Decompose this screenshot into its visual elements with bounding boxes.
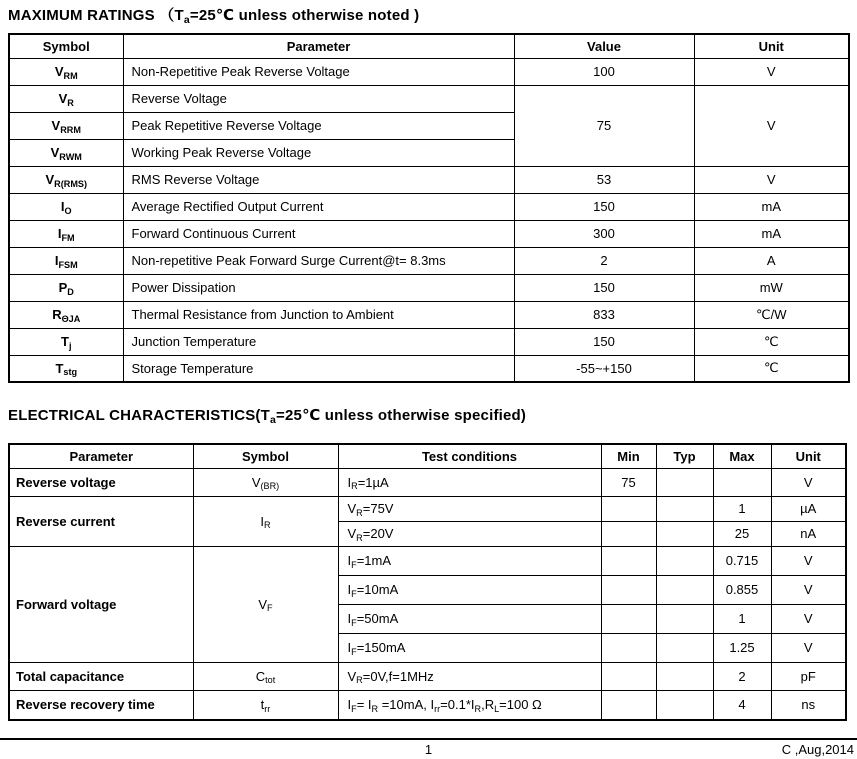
cell-unit: V [771,604,846,633]
cell-test: $I_F=1mA$ [338,546,601,575]
cell-unit: ns [771,690,846,720]
cell-sym1: $V_{RWM}$ [9,139,123,166]
cell-val: -55~+150 [514,355,694,382]
column-header-param2: Parameter [9,444,193,468]
table-row [9,690,846,720]
cell-unit: ℃ [694,355,849,382]
electrical-characteristics-table [8,443,847,721]
column-header-test: Test conditions [338,444,601,468]
column-header-num: Max [713,444,771,468]
cell-sym2: $V_F$ [193,546,338,662]
cell-sym1: $R_{\Theta JA}$ [9,301,123,328]
cell-param2: Reverse voltage [9,468,193,496]
cell-num [601,690,656,720]
cell-unit: ℃/W [694,301,849,328]
cell-param2: Total capacitance [9,662,193,690]
table-row [9,220,849,247]
column-header-num: Min [601,444,656,468]
table-row [9,355,849,382]
cell-num [656,575,713,604]
cell-unit: V [771,546,846,575]
cell-sym1: $I_{FM}$ [9,220,123,247]
cell-param2: Reverse current [9,496,193,546]
cell-num [601,496,656,521]
cell-unit: nA [771,521,846,546]
cell-sym2: $I_R$ [193,496,338,546]
cell-sym1: $P_D$ [9,274,123,301]
cell-sym1: $V_{RM}$ [9,58,123,85]
column-header-num: Typ [656,444,713,468]
cell-test: $V_R=20V$ [338,521,601,546]
cell-val: 150 [514,193,694,220]
cell-val: 53 [514,166,694,193]
cell-num [656,496,713,521]
cell-num [656,633,713,662]
cell-unit: V [694,85,849,166]
cell-param1: Reverse Voltage [123,85,514,112]
cell-test: $V_R=75V$ [338,496,601,521]
cell-param1: Forward Continuous Current [123,220,514,247]
cell-val: 833 [514,301,694,328]
cell-unit: mA [694,220,849,247]
cell-unit: ℃ [694,328,849,355]
cell-param1: Power Dissipation [123,274,514,301]
cell-num [656,690,713,720]
page-footer [0,738,857,759]
cell-num [601,575,656,604]
cell-test: $I_F=50mA$ [338,604,601,633]
table-row [9,301,849,328]
cell-val: 75 [514,85,694,166]
cell-test: $I_F=150mA$ [338,633,601,662]
cell-num: 2 [713,662,771,690]
cell-sym1: $I_{FSM}$ [9,247,123,274]
cell-num [656,546,713,575]
cell-num [601,604,656,633]
cell-num: 1 [713,604,771,633]
header-row [9,444,846,468]
maximum-ratings-table [8,33,850,383]
table-row [9,166,849,193]
cell-num: 1 [713,496,771,521]
cell-num: 25 [713,521,771,546]
table-row [9,468,846,496]
cell-unit: V [771,633,846,662]
cell-val: 150 [514,274,694,301]
cell-num [656,662,713,690]
cell-unit: A [694,247,849,274]
cell-num [656,521,713,546]
cell-param1: Storage Temperature [123,355,514,382]
cell-test: $I_F= I_R =10mA$, $I_{rr}=0.1*I_R,R_L=100$ Ω [338,690,601,720]
cell-num [656,604,713,633]
cell-sym1: $V_R$ [9,85,123,112]
cell-test: $I_R=1\mu A$ [338,468,601,496]
cell-num [601,546,656,575]
doc-revision: C ,Aug,2014 [781,742,854,757]
cell-val: 100 [514,58,694,85]
cell-param1: Average Rectified Output Current [123,193,514,220]
column-header-unit: Unit [771,444,846,468]
table-row [9,328,849,355]
cell-param1: Peak Repetitive Reverse Voltage [123,112,514,139]
cell-sym1: $I_O$ [9,193,123,220]
cell-sym2: $t_{rr}$ [193,690,338,720]
table-row [9,85,849,112]
maximum-ratings-title: MAXIMUM RATINGS （$T_a=25℃$ unless otherwise noted ) [8,7,420,27]
electrical-characteristics-title: ELECTRICAL $CHARACTERISTICS(T_a=25℃$ unless otherwise specified) [8,407,527,427]
column-header-val: Value [514,34,694,58]
cell-val: 150 [514,328,694,355]
cell-num: 4 [713,690,771,720]
cell-param1: Non-repetitive Peak Forward Surge Current@t= 8.3ms [123,247,514,274]
column-header-sym1: Symbol [9,34,123,58]
table-row [9,58,849,85]
cell-unit: V [771,468,846,496]
table-row [9,247,849,274]
cell-unit: pF [771,662,846,690]
table-row [9,274,849,301]
cell-num [713,468,771,496]
cell-sym1: $V_{R(RMS)}$ [9,166,123,193]
cell-val: 2 [514,247,694,274]
cell-param1: RMS Reverse Voltage [123,166,514,193]
cell-param1: Thermal Resistance from Junction to Ambient [123,301,514,328]
cell-param2: Reverse recovery time [9,690,193,720]
cell-param2: Forward voltage [9,546,193,662]
cell-unit: mA [694,193,849,220]
cell-num [601,521,656,546]
cell-num: 75 [601,468,656,496]
header-row [9,34,849,58]
cell-sym2: $V_{(BR)}$ [193,468,338,496]
column-header-unit: Unit [694,34,849,58]
cell-sym2: $C_{tot}$ [193,662,338,690]
table-row [9,496,846,521]
column-header-sym2: Symbol [193,444,338,468]
page-number: 1 [424,742,433,757]
cell-test: $V_R=0V,f=1MHz$ [338,662,601,690]
cell-unit: V [771,575,846,604]
cell-num [601,662,656,690]
cell-num: 0.715 [713,546,771,575]
column-header-param1: Parameter [123,34,514,58]
table-row [9,546,846,575]
cell-sym1: $T_j$ [9,328,123,355]
cell-param1: Non-Repetitive Peak Reverse Voltage [123,58,514,85]
cell-sym1: $T_{stg}$ [9,355,123,382]
cell-unit: V [694,58,849,85]
cell-val: 300 [514,220,694,247]
cell-param1: Junction Temperature [123,328,514,355]
cell-num: 0.855 [713,575,771,604]
cell-unit: mW [694,274,849,301]
table-row [9,662,846,690]
cell-unit: µA [771,496,846,521]
cell-sym1: $V_{RRM}$ [9,112,123,139]
cell-test: $I_F=10mA$ [338,575,601,604]
table-row [9,193,849,220]
cell-num [656,468,713,496]
cell-unit: V [694,166,849,193]
cell-param1: Working Peak Reverse Voltage [123,139,514,166]
cell-num: 1.25 [713,633,771,662]
cell-num [601,633,656,662]
